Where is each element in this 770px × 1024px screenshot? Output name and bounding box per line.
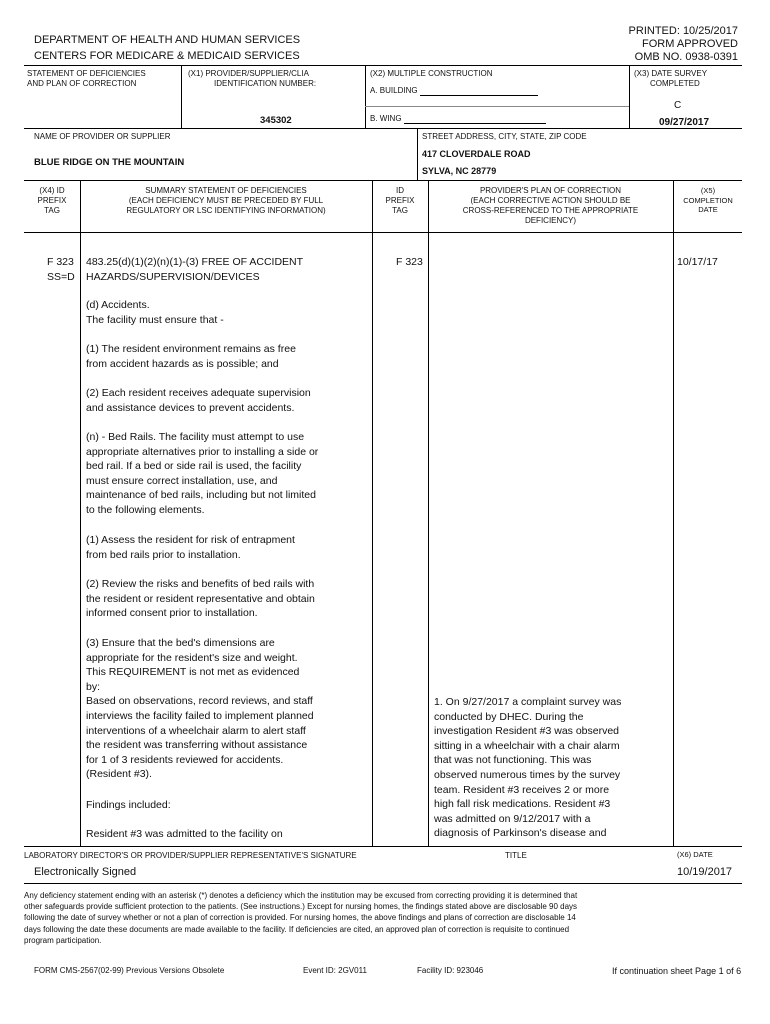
building-label: A. BUILDING: [370, 86, 418, 95]
building-line: [420, 95, 538, 96]
x2-label: (X2) MULTIPLE CONSTRUCTION: [370, 69, 493, 78]
form-number: FORM CMS-2567(02-99) Previous Versions Obsolete: [34, 966, 225, 975]
divider: [181, 65, 182, 128]
rule: [365, 106, 629, 107]
date-label: (X6) DATE: [677, 850, 713, 859]
facility-id: Facility ID: 923046: [417, 966, 484, 975]
divider: [629, 65, 630, 128]
survey-date: 09/27/2017: [659, 117, 710, 128]
plan-of-correction-text: 1. On 9/27/2017 a complaint survey was conducted by DHEC. During the investigation Resident #3 was observed sitting in a wheelchair with a chair alarm that was not functioning. This was observed numerous times by the survey team. Resident #3 receives 2 or more high fall risk medications. Resident #3 was admitted on 9/12/2017 with a diagnosis of Parkinson's disease and: [434, 696, 622, 840]
provider-name: BLUE RIDGE ON THE MOUNTAIN: [34, 157, 185, 168]
printed-date: PRINTED: 10/25/2017: [628, 25, 738, 37]
column-divider: [428, 180, 429, 846]
city-state-zip: SYLVA, NC 28779: [422, 166, 497, 176]
rule: [24, 65, 742, 66]
street-address: 417 CLOVERDALE ROAD: [422, 149, 531, 159]
column-divider: [673, 180, 674, 846]
page-indicator: If continuation sheet Page 1 of 6: [612, 966, 742, 976]
prefix-tag: F 323: [47, 256, 74, 268]
x5-header: (X5) COMPLETION DATE: [683, 186, 733, 214]
x2-building: [370, 86, 538, 96]
signature-date: 10/19/2017: [677, 866, 733, 878]
form-approved: FORM APPROVED: [642, 38, 738, 50]
paragraph-environment: (1) The resident environment remains as free from accident hazards as is possible; and: [86, 343, 296, 370]
id-header: ID PREFIX TAG: [385, 186, 415, 215]
plan-header: PROVIDER'S PLAN OF CORRECTION (EACH CORRECTIVE ACTION SHOULD BE CROSS-REFERENCED TO THE APPROPRIATE DEFICIENCY): [462, 186, 639, 225]
statement-label-line2: AND PLAN OF CORRECTION: [27, 79, 137, 88]
department-name: DEPARTMENT OF HEALTH AND HUMAN SERVICES: [34, 34, 301, 46]
paragraph-bed-dimensions: (3) Ensure that the bed's dimensions are appropriate for the resident's size and weight. This REQUIREMENT is not met as evidenced by: Based on observations, record reviews, and staff interviews the facility failed to implement planned interventions of a wheelchair alarm to alert staff the resident was transferring without assistance for 1 of 3 residents reviewed for accidents. (Resident #3).: [86, 637, 314, 781]
rule: [24, 846, 742, 847]
paragraph-supervision: (2) Each resident receives adequate supervision and assistance devices to prevent accidents.: [86, 387, 311, 414]
wing-label: B. WING: [370, 114, 402, 123]
statement-label-line1: STATEMENT OF DEFICIENCIES: [27, 69, 146, 78]
survey-code: C: [674, 100, 682, 111]
x3-label-line2: COMPLETED: [650, 79, 700, 88]
paragraph-accidents: (d) Accidents. The facility must ensure that -: [86, 299, 224, 326]
rule: [24, 883, 742, 884]
x1-label-line1: (X1) PROVIDER/SUPPLIER/CLIA: [188, 69, 309, 78]
x4-header: (X4) ID PREFIX TAG: [37, 186, 67, 215]
paragraph-review-risks: (2) Review the risks and benefits of bed rails with the resident or resident representative and obtain informed consent prior to installation.: [86, 578, 315, 620]
rule: [24, 128, 742, 129]
paragraph-bed-rails: (n) - Bed Rails. The facility must attempt to use appropriate alternatives prior to installing a side or bed rail. If a bed or side rail is used, the facility must ensure correct installation, use, and maintenance of bed rails, including but not limited to the following elements.: [86, 431, 319, 516]
x1-label-line2: IDENTIFICATION NUMBER:: [214, 79, 317, 88]
event-id: Event ID: 2GV011: [303, 966, 367, 975]
provider-number: 345302: [260, 115, 292, 126]
divider: [417, 128, 418, 180]
paragraph-admission: Resident #3 was admitted to the facility on: [86, 828, 283, 840]
rule: [24, 232, 742, 233]
paragraph-findings: Findings included:: [86, 799, 171, 811]
paragraph-assess-entrapment: (1) Assess the resident for risk of entrapment from bed rails prior to installation.: [86, 534, 295, 561]
id-prefix-tag: F 323: [396, 256, 423, 268]
x3-label-line1: (X3) DATE SURVEY: [634, 69, 708, 78]
signature-label: LABORATORY DIRECTOR'S OR PROVIDER/SUPPLIER REPRESENTATIVE'S SIGNATURE: [24, 851, 357, 860]
rule: [24, 180, 742, 181]
wing-line: [404, 123, 546, 124]
summary-header: SUMMARY STATEMENT OF DEFICIENCIES (EACH DEFICIENCY MUST BE PRECEDED BY FULL REGULATORY OR LSC IDENTIFYING INFORMATION): [126, 186, 326, 215]
disclaimer: Any deficiency statement ending with an asterisk (*) denotes a deficiency which the institution may be excused from correcting providing it is determined that other safeguards provide sufficient protection to the patients. (See instructions.) Except for nursing homes, the findings stated above are disclosable 90 days following the date of survey whether or not a plan of correction is provided. For nursing homes, the above findings and plans of correction are disclosable 14 days following the date these documents are made available to the facility. If deficiencies are cited, an approved plan of correction is requisite to continued program participation.: [24, 891, 578, 945]
completion-date: 10/17/17: [677, 256, 718, 268]
provider-name-label: NAME OF PROVIDER OR SUPPLIER: [34, 132, 171, 141]
divider: [365, 65, 366, 128]
scope-severity: SS=D: [47, 271, 75, 283]
regulation-title: 483.25(d)(1)(2)(n)(1)-(3) FREE OF ACCIDENT HAZARDS/SUPERVISION/DEVICES: [86, 256, 304, 283]
omb-number: OMB NO. 0938-0391: [634, 51, 738, 63]
signature-value: Electronically Signed: [34, 866, 137, 878]
agency-name: CENTERS FOR MEDICARE & MEDICAID SERVICES: [34, 50, 300, 62]
column-divider: [372, 180, 373, 846]
column-divider: [80, 180, 81, 846]
title-label: TITLE: [505, 851, 527, 860]
x2-wing: [370, 114, 546, 124]
address-label: STREET ADDRESS, CITY, STATE, ZIP CODE: [422, 132, 587, 141]
